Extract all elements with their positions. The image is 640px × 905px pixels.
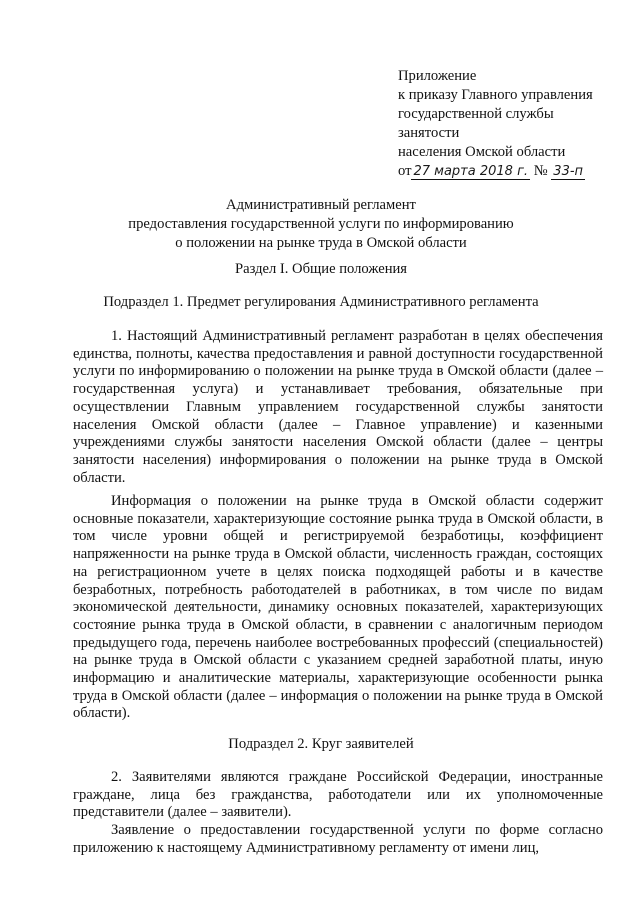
appendix-label: Приложение — [398, 68, 477, 84]
order-number-label: № — [533, 163, 548, 179]
subsection-heading-2: Подраздел 2. Круг заявителей — [228, 736, 414, 752]
title-line-1: Административный регламент — [226, 197, 416, 213]
appendix-service: государственной службы — [398, 106, 554, 122]
order-from-label: от — [398, 163, 412, 179]
paragraph-3: 2. Заявителями являются граждане Российской Федерации, иностранные граждане, лица без гражданства, работодатели или их уполномоченные представители (далее – заявители). — [73, 769, 603, 821]
title-line-3: о положении на рынке труда в Омской области — [175, 235, 467, 251]
handwritten-date: 27 марта 2018 г. — [413, 164, 529, 179]
paragraph-4: Заявление о предоставлении государственной услуги по форме согласно приложению к настоящему Административному регламенту от имени лиц, — [73, 822, 603, 856]
document-title — [60, 196, 582, 253]
title-line-2: предоставления государственной услуги по информированию — [128, 216, 514, 232]
section-heading: Раздел I. Общие положения — [234, 261, 408, 277]
appendix-header — [398, 67, 628, 181]
paragraph-1: 1. Настоящий Административный регламент разработан в целях обеспечения единства, полноты, качества предоставления и равной доступности государственной услуги по информированию о положении на рынке труда в Омской области (далее – государственная услуга) и устанавливает требования, обязательные при осуществлении Главным управлением государственной службы занятости населения Омской области (далее – Главное управление) и казенными учреждениями службы занятости населения Омской области (далее – центры занятости населения) информирования о положении на рынке труда в Омской области. — [73, 328, 603, 486]
subsection-heading-1: Подраздел 1. Предмет регулирования Административного регламента — [103, 294, 539, 310]
paragraph-2: Информация о положении на рынке труда в Омской области содержит основные показатели, характеризующие состояние рынка труда в Омской области, в том числе уровни общей и регистрируемой безработицы, коэффициент напряженности на рынке труда в Омской области, численность граждан, состоящих на регистрационном учете в целях поиска подходящей работы и в качестве безработных, потребность работодателей в работниках, в том числе по видам экономической деятельности, динамику основных показателей, характеризующих состояние рынка труда в Омской области, в сравнении с аналогичным периодом предыдущего года, перечень наиболее востребованных профессий (специальностей) на рынке труда в Омской области с указанием средней заработной платы, иную информацию и аналитические материалы, характеризующие особенности рынка труда в Омской области (далее – информация о положении на рынке труда в Омской области). — [73, 493, 603, 722]
appendix-order-ref: к приказу Главного управления — [398, 87, 593, 103]
order-date-number — [398, 162, 628, 181]
handwritten-number: 33-п — [553, 164, 584, 179]
appendix-region: населения Омской области — [398, 144, 566, 160]
appendix-employment: занятости — [398, 125, 460, 141]
